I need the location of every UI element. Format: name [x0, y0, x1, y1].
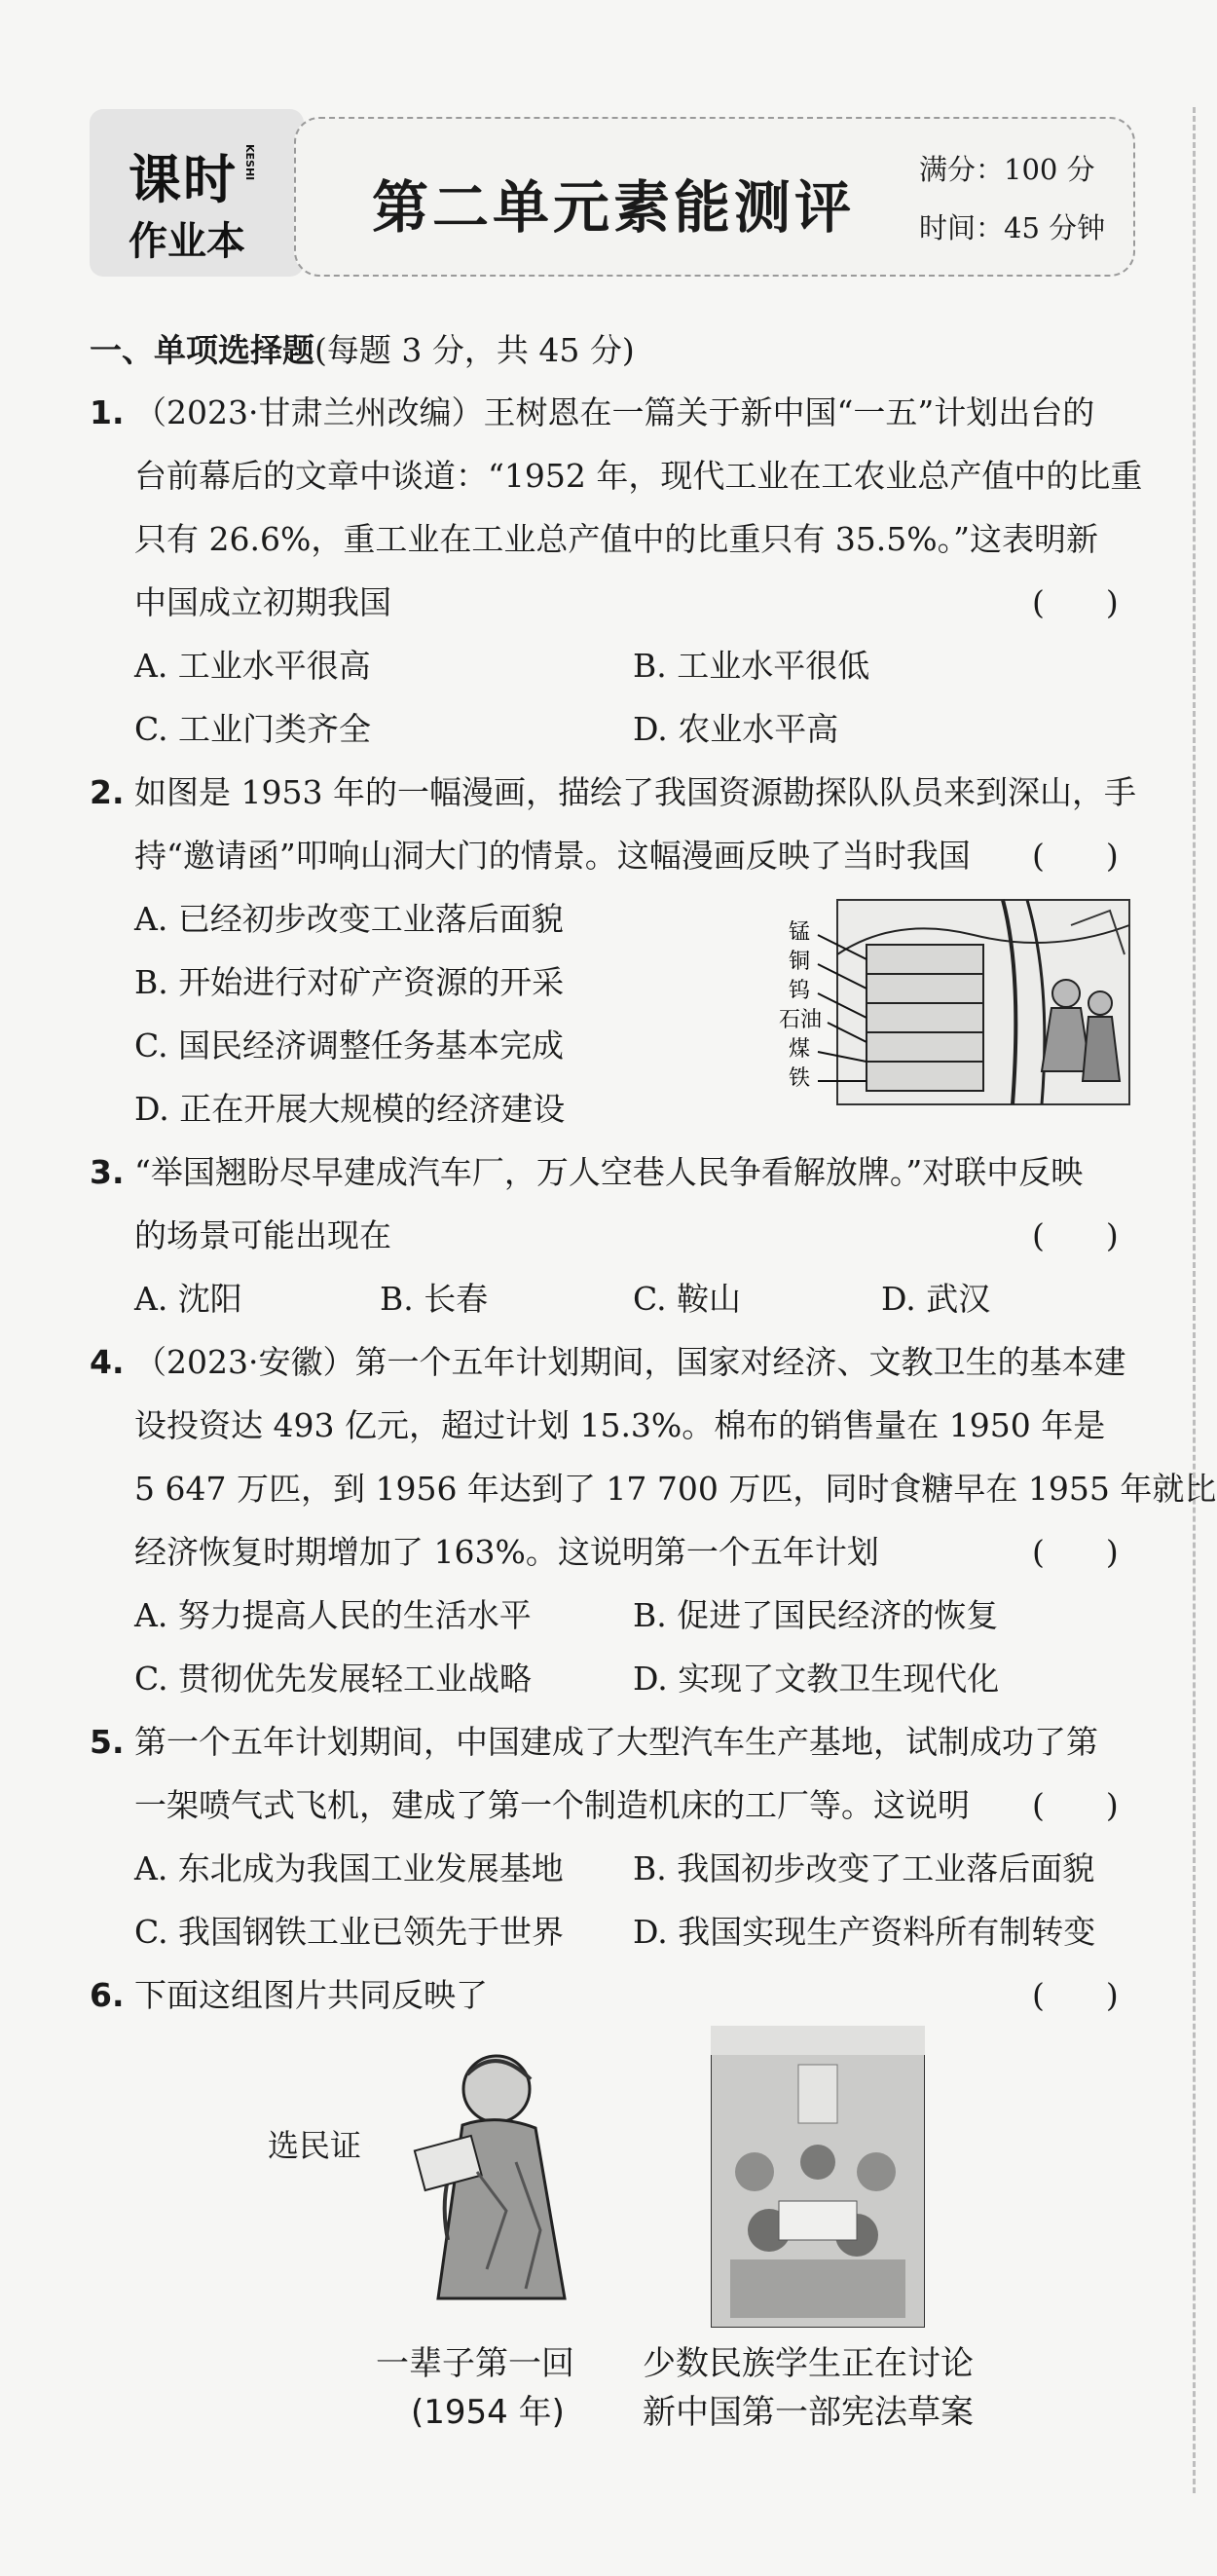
question-4-line-4: 经济恢复时期增加了 163%。这说明第一个五年计划 [134, 1533, 879, 1571]
cartoon-label: 煤 [789, 1037, 811, 1062]
answer-blank[interactable]: ( ) [1032, 1786, 1119, 1824]
students-discussing-photo [711, 2026, 925, 2328]
section-heading [90, 331, 635, 370]
option-d[interactable]: D. 农业水平高 [633, 710, 839, 748]
question-3-line-1: “举国翘盼尽早建成汽车厂，万人空巷人民争看解放牌。”对联中反映 [134, 1153, 1084, 1191]
question-5-line-2: 一架喷气式飞机，建成了第一个制造机床的工厂等。这说明 [134, 1786, 970, 1824]
brand-logo [90, 109, 304, 277]
question-4-line-2: 设投资达 493 亿元，超过计划 15.3%。棉布的销售量在 1950 年是 [134, 1406, 1106, 1444]
option-d[interactable]: D. 正在开展大规模的经济建设 [134, 1090, 566, 1128]
question-3-line-2: 的场景可能出现在 [134, 1216, 391, 1254]
question-number: 5. [90, 1723, 125, 1761]
option-a[interactable]: A. 工业水平很高 [134, 647, 371, 685]
cartoon-label: 钨 [789, 979, 811, 1003]
question-number: 1. [90, 393, 125, 431]
answer-blank[interactable]: ( ) [1032, 837, 1119, 875]
cartoon-image [779, 896, 1134, 1108]
right-figure-caption-line-2: 新中国第一部宪法草案 [643, 2393, 974, 2432]
right-figure-caption-line-1: 少数民族学生正在讨论 [643, 2344, 974, 2383]
answer-blank[interactable]: ( ) [1032, 583, 1119, 621]
question-2-line-1: 如图是 1953 年的一幅漫画，描绘了我国资源勘探队队员来到深山，手 [134, 773, 1136, 811]
answer-blank[interactable]: ( ) [1032, 1216, 1119, 1254]
question-1-line-3: 只有 26.6%，重工业在工业总产值中的比重只有 35.5%。”这表明新 [134, 520, 1099, 558]
page-edge-dashed-line [1193, 107, 1196, 2493]
question-5-line-1: 第一个五年计划期间，中国建成了大型汽车生产基地，试制成功了第 [134, 1723, 1098, 1761]
option-b[interactable]: B. 开始进行对矿产资源的开采 [134, 963, 565, 1001]
question-1-line-4: 中国成立初期我国 [134, 583, 391, 621]
question-4-line-3: 5 647 万匹，到 1956 年达到了 17 700 万匹，同时食糖早在 1955 年就比 [134, 1470, 1217, 1508]
left-figure-caption-line-2: (1954 年) [411, 2393, 565, 2432]
answer-blank[interactable]: ( ) [1032, 1533, 1119, 1571]
question-4-line-1: （2023·安徽）第一个五年计划期间，国家对经济、文教卫生的基本建 [134, 1343, 1126, 1381]
option-c[interactable]: C. 贯彻优先发展轻工业战略 [134, 1660, 533, 1698]
question-1-line-2: 台前幕后的文章中谈道：“1952 年，现代工业在工农业总产值中的比重 [134, 457, 1143, 495]
option-a[interactable]: A. 沈阳 [134, 1280, 242, 1318]
cartoon-label: 铁 [789, 1066, 811, 1091]
full-score: 满分：100 分 [919, 153, 1095, 186]
question-6-line-1: 下面这组图片共同反映了 [134, 1976, 488, 2014]
question-number: 6. [90, 1976, 125, 2014]
section-title: 一、单项选择题 [90, 331, 314, 369]
answer-blank[interactable]: ( ) [1032, 1976, 1119, 2014]
page-title: 第二单元素能测评 [372, 174, 856, 241]
option-c[interactable]: C. 鞍山 [633, 1280, 742, 1318]
option-a[interactable]: A. 努力提高人民的生活水平 [134, 1596, 532, 1634]
option-b[interactable]: B. 工业水平很低 [633, 647, 870, 685]
question-number: 4. [90, 1343, 125, 1381]
option-c[interactable]: C. 工业门类齐全 [134, 710, 372, 748]
question-number: 2. [90, 773, 125, 811]
voter-figure-image [370, 2035, 594, 2318]
time-limit: 时间：45 分钟 [919, 211, 1106, 244]
cartoon-label: 石油 [779, 1008, 823, 1032]
left-figure-caption-line-1: 一辈子第一回 [376, 2344, 574, 2383]
question-number: 3. [90, 1153, 125, 1191]
option-c[interactable]: C. 国民经济调整任务基本完成 [134, 1027, 565, 1064]
title-box [294, 117, 1135, 277]
brand-logo-line1: 课时 [129, 149, 238, 210]
option-b[interactable]: B. 长春 [380, 1280, 489, 1318]
cartoon-label: 锰 [789, 920, 811, 945]
question-1-line-1: （2023·甘肃兰州改编）王树恩在一篇关于新中国“一五”计划出台的 [134, 393, 1095, 431]
option-d[interactable]: D. 我国实现生产资料所有制转变 [633, 1913, 1096, 1951]
option-d[interactable]: D. 实现了文教卫生现代化 [633, 1660, 1000, 1698]
brand-logo-pinyin: KESHI [243, 144, 256, 181]
voter-card-pointer-label: 选民证 [268, 2127, 362, 2164]
option-b[interactable]: B. 促进了国民经济的恢复 [633, 1596, 999, 1634]
option-c[interactable]: C. 我国钢铁工业已领先于世界 [134, 1913, 565, 1951]
option-a[interactable]: A. 已经初步改变工业落后面貌 [134, 900, 564, 938]
option-d[interactable]: D. 武汉 [881, 1280, 991, 1318]
section-note: (每题 3 分，共 45 分) [314, 331, 635, 369]
option-b[interactable]: B. 我国初步改变了工业落后面貌 [633, 1849, 1095, 1887]
brand-logo-line2: 作业本 [129, 219, 245, 264]
option-a[interactable]: A. 东北成为我国工业发展基地 [134, 1849, 564, 1887]
cartoon-label: 铜 [789, 950, 811, 974]
question-2-line-2: 持“邀请函”叩响山洞大门的情景。这幅漫画反映了当时我国 [134, 837, 971, 875]
